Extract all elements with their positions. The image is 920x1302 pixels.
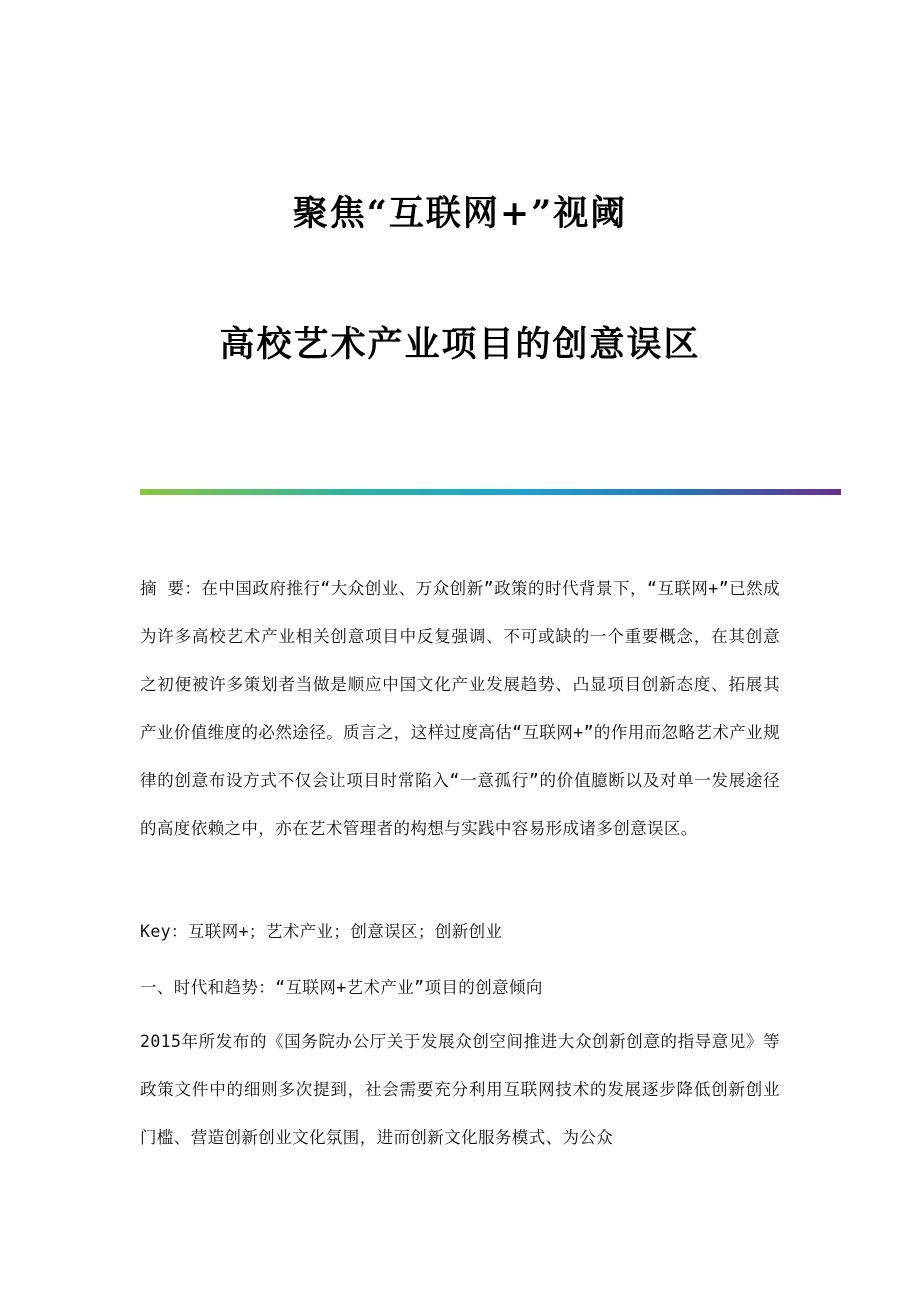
- abstract-text: 摘 要：在中国政府推行“大众创业、万众创新”政策的时代背景下，“互联网+”已然成为许多高校艺术产业相关创意项目中反复强调、不可或缺的一个重要概念，在其创意之初便被许多策划者当做是顺应中国文化产业发展趋势、凸显项目创新态度、拓展其产业价值维度的必然途径。质言之，这样过度高估“互联网+”的作用而忽略艺术产业规律的创意布设方式不仅会让项目时常陷入“一意孤行”的价值臆断以及对单一发展途径的高度依赖之中，亦在艺术管理者的构想与实践中容易形成诸多创意误区。: [140, 579, 780, 838]
- title-line-2: 高校艺术产业项目的创意误区: [219, 324, 701, 365]
- body-paragraph: [140, 1018, 780, 1162]
- body-paragraph-text: 2015年所发布的《国务院办公厅关于发展众创空间推进大众创新创意的指导意见》等政策文件中的细则多次提到，社会需要充分利用互联网技术的发展逐步降低创新创业门槛、营造创新创业文化氛围，进而创新文化服务模式、为公众: [140, 1032, 780, 1147]
- title-line-1: 聚焦“互联网+”视阈: [292, 193, 628, 234]
- abstract: [140, 565, 780, 853]
- keywords-text: Key：互联网+；艺术产业；创意误区；创新创业: [140, 922, 503, 941]
- keywords: [140, 908, 780, 956]
- gradient-divider: [140, 489, 841, 495]
- section-heading: [140, 964, 780, 1012]
- section-heading-text: 一、时代和趋势：“互联网+艺术产业”项目的创意倾向: [140, 978, 543, 997]
